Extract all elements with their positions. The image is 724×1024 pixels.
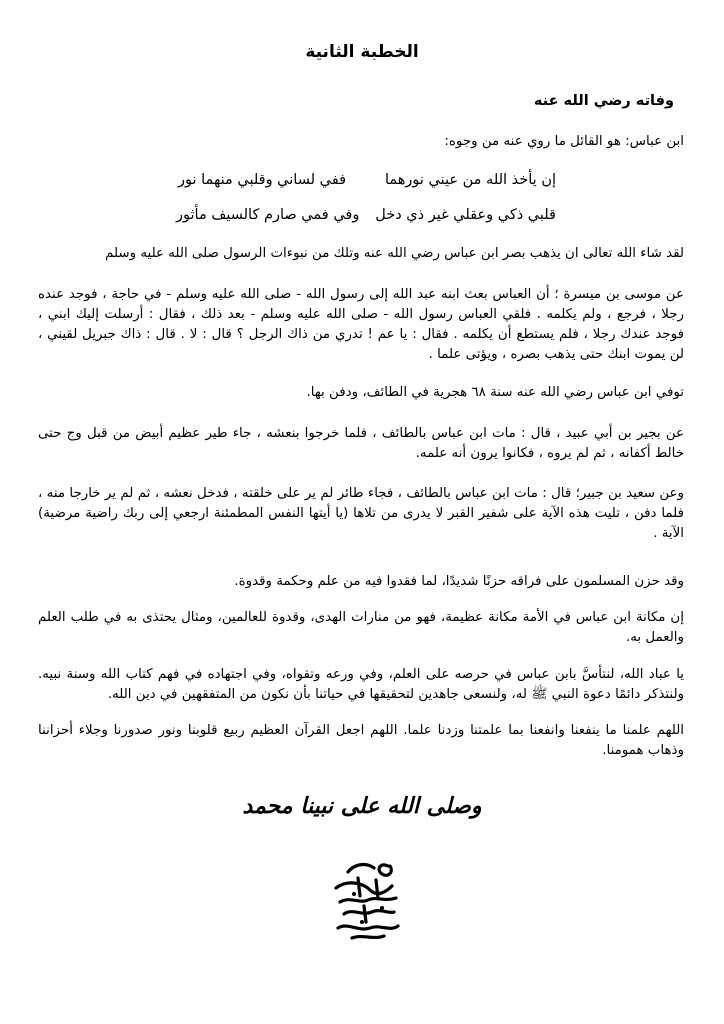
verse-2-second-hemistich: وفي فمي صارم كالسيف مأثور xyxy=(176,207,360,223)
verse-2-first-hemistich: قلبي ذكي وعقلي غير ذي دخل xyxy=(375,207,556,223)
intro-paragraph: ابن عباس: هو القائل ما روي عنه من وجوه: xyxy=(444,134,684,149)
section-subtitle: وفاته رضي الله عنه xyxy=(533,93,674,109)
paragraph-bird-saeed: وعن سعيد بن جبير؛ قال : مات ابن عباس بالطائف ، فجاء طائر لم ير على خلقته ، فدخل نعشه ، ثم لم ير خارجا منه ، فلما دفن ، تليت هذه الآية على شفير القبر لا يدرى من تلاها (يا أيتها النفس المطمئنة ارجعي إلى ربك راضية مرضية) الآية . xyxy=(38,486,684,541)
paragraph-supplication: اللهم علمنا ما ينفعنا وانفعنا بما علمتنا وزدنا علما. اللهم اجعل القرآن العظيم ربيع قلوبنا ونور صدورنا وجلاء أحزاننا وذهاب همومنا. xyxy=(38,723,684,758)
paragraph-prophecy: لقد شاء الله تعالى ان يذهب بصر ابن عباس رضي الله عنه وتلك من نبوءات الرسول صلى الله عليه وسلم xyxy=(105,246,684,261)
salawat-calligraphy-icon xyxy=(318,852,414,948)
paragraph-bird-bujair: عن بجير بن أبي عبيد ، قال : مات ابن عباس بالطائف ، فلما خرجوا بنعشه ، جاء طير عظيم أبيض من قبل وج حتى خالط أكفانه ، ثم لم يروه ، فكانوا يرون أنه علمه. xyxy=(38,426,684,461)
paragraph-grief: وقد حزن المسلمون على فراقه حزنًا شديدًا، لما فقدوا فيه من علم وحكمة وقدوة. xyxy=(234,574,684,589)
page-title: الخطبة الثانية xyxy=(305,42,419,62)
verse-1-first-hemistich: إن يأخذ الله من عيني نورهما xyxy=(384,172,556,188)
paragraph-hadith-jibril: عن موسى بن ميسرة ؛ أن العباس بعث ابنه عبد الله إلى رسول الله - صلى الله عليه وسلم - في حاجة ، فوجد عنده رجلا ، فرجع ، ولم يكلمه . فلقي العباس رسول الله - صلى الله عليه وسلم - بعد ذلك ، فقال : أرسلت إليك ابني ، فوجد عندك رجلا ، فلم يستطع أن يكلمه . فقال : يا عم ! تدري من ذاك الرجل ؟ قال : لا . قال : ذاك جبريل لقيني ، لن يموت ابنك حتى يذهب بصره ، ويؤتى علما . xyxy=(38,287,684,362)
verse-1-second-hemistich: ففي لساني وقلبي منهما نور xyxy=(178,172,347,188)
closing-salawat: وصلى الله على نبينا محمد xyxy=(242,794,482,819)
paragraph-status: إن مكانة ابن عباس في الأمة مكانة عظيمة، فهو من منارات الهدى، وقدوة للعالمين، ومثال يحتذى به في طلب العلم والعمل به. xyxy=(38,610,684,645)
paragraph-exhortation: يا عباد الله، لنتأسَّ بابن عباس في حرصه على العلم، وفي ورعه وتقواه، وفي اجتهاده في فهم كتاب الله وسنة نبيه. ولنتذكر دائمًا دعوة النبي ﷺ له، ولنسعى جاهدين لتحقيقها في حياتنا بأن نكون من المتفقهين في دين الله. xyxy=(38,667,684,702)
paragraph-death: توفي ابن عباس رضي الله عنه سنة ٦٨ هجرية في الطائف، ودفن بها. xyxy=(306,385,684,400)
